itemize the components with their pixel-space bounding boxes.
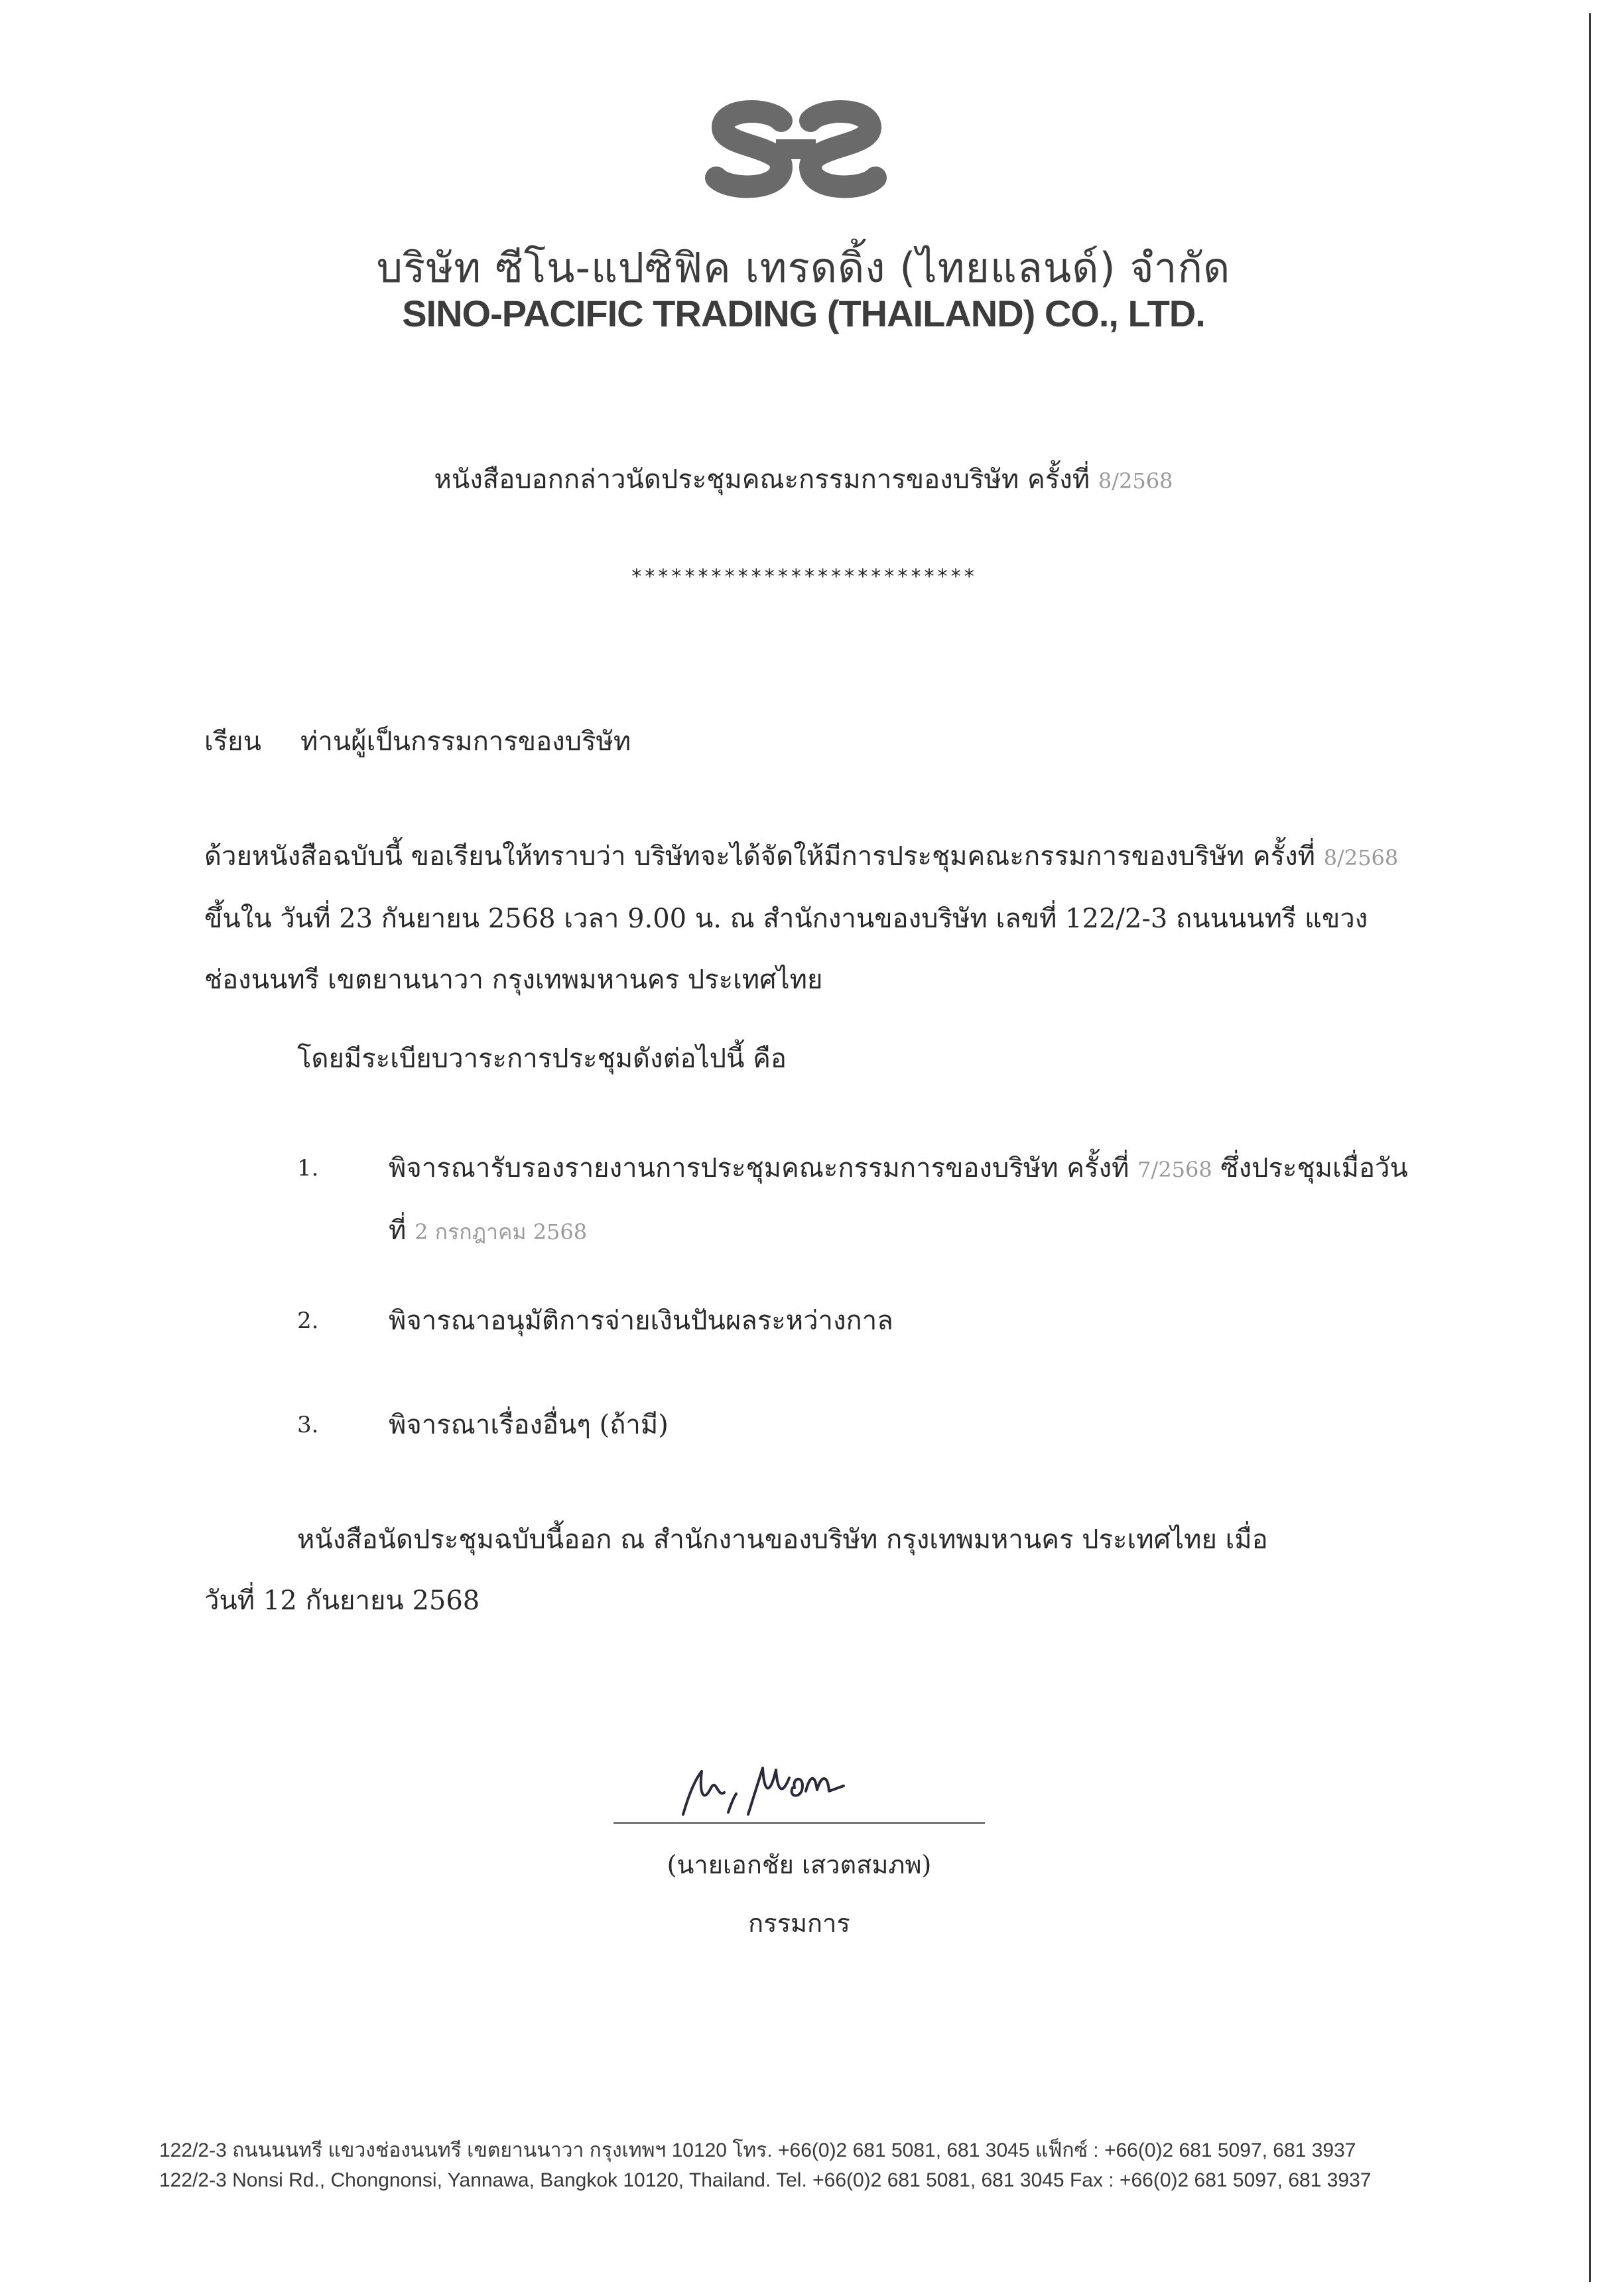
body-text-after: ขึ้นใน วันที่ 23 กันยายน 2568 เวลา 9.00 น. ณ สำนักงานของบริษัท เลขที่ 122/2-3 ถนนนนทรี แขวงช่องนนทรี เขตยานนาวา กรุงเทพมหานคร ประเทศไทย (204, 904, 1368, 995)
agenda-item-faded-date: 2 กรกฎาคม 2568 (415, 1219, 588, 1245)
agenda-intro: โดยมีระเบียบวาระการประชุมดังต่อไปนี้ คือ (297, 1044, 787, 1074)
scan-edge-line (1589, 13, 1591, 2282)
separator-stars: ************************** (630, 565, 977, 588)
company-name-english: SINO-PACIFIC TRADING (THAILAND) CO., LTD. (402, 293, 1205, 334)
agenda-item-number: 2. (297, 1308, 319, 1334)
signature-line (613, 1822, 985, 1824)
agenda-item-text: พิจารณาเรื่องอื่นๆ (ถ้ามี) (389, 1410, 669, 1440)
salutation (204, 720, 631, 762)
signer-name: (นายเอกชัย เสวตสมภพ) (667, 1850, 932, 1879)
agenda-item-number: 1. (297, 1155, 319, 1182)
agenda-item-number: 3. (297, 1412, 319, 1438)
agenda-item-faded-number: 7/2568 (1137, 1157, 1212, 1182)
agenda-item-3 (297, 1394, 1411, 1455)
salutation-label: เรียน (204, 726, 261, 757)
footer-address-english: 122/2-3 Nonsi Rd., Chongnonsi, Yannawa, Bangkok 10120, Thailand. Tel. +66(0)2 681 5081, 681 3045 Fax : +66(0)2 681 5097, 681 3937 (159, 2169, 1372, 2191)
agenda-item-1 (297, 1138, 1411, 1262)
agenda-item-2 (297, 1290, 1411, 1351)
body-paragraph (204, 826, 1411, 1010)
agenda-item-text-part: พิจารณารับรองรายงานการประชุมคณะกรรมการของบริษัท ครั้งที่ (389, 1153, 1138, 1183)
closing-paragraph: หนังสือนัดประชุมฉบับนี้ออก ณ สำนักงานของบริษัท กรุงเทพมหานคร ประเทศไทย เมื่อวันที่ 12 กันยายน 2568 (204, 1524, 1268, 1616)
signature-icon (670, 1751, 856, 1824)
sp-logo-icon (696, 93, 895, 206)
letter-title (0, 458, 1607, 500)
salutation-recipient: ท่านผู้เป็นกรรมการของบริษัท (300, 726, 631, 757)
agenda-item-text-part: ซึ่งประชุมเมื่อวันที่ (389, 1153, 1408, 1246)
body-meeting-number: 8/2568 (1323, 845, 1399, 870)
body-text-before: ด้วยหนังสือฉบับนี้ ขอเรียนให้ทราบว่า บริษัทจะได้จัดให้มีการประชุมคณะกรรมการของบริษัท ครั้งที่ (204, 841, 1324, 872)
company-name-thai: บริษัท ซีโน-แปซิฟิค เทรดดิ้ง (ไทยแลนด์) จำกัด (376, 243, 1231, 292)
letter-title-main: หนังสือบอกกล่าวนัดประชุมคณะกรรมการของบริษัท ครั้งที่ (434, 464, 1098, 495)
agenda-item-text (389, 1138, 1411, 1262)
footer-address-thai: 122/2-3 ถนนนนทรี แขวงช่องนนทรี เขตยานนาวา กรุงเทพฯ 10120 โทร. +66(0)2 681 5081, 681 3045 แฟ็กซ์ : +66(0)2 681 5097, 681 3937 (159, 2139, 1356, 2161)
letter-title-number: 8/2568 (1098, 468, 1173, 494)
agenda-item-text: พิจารณาอนุมัติการจ่ายเงินปันผลระหว่างกาล (389, 1306, 893, 1336)
signer-title: กรรมการ (748, 1909, 850, 1938)
